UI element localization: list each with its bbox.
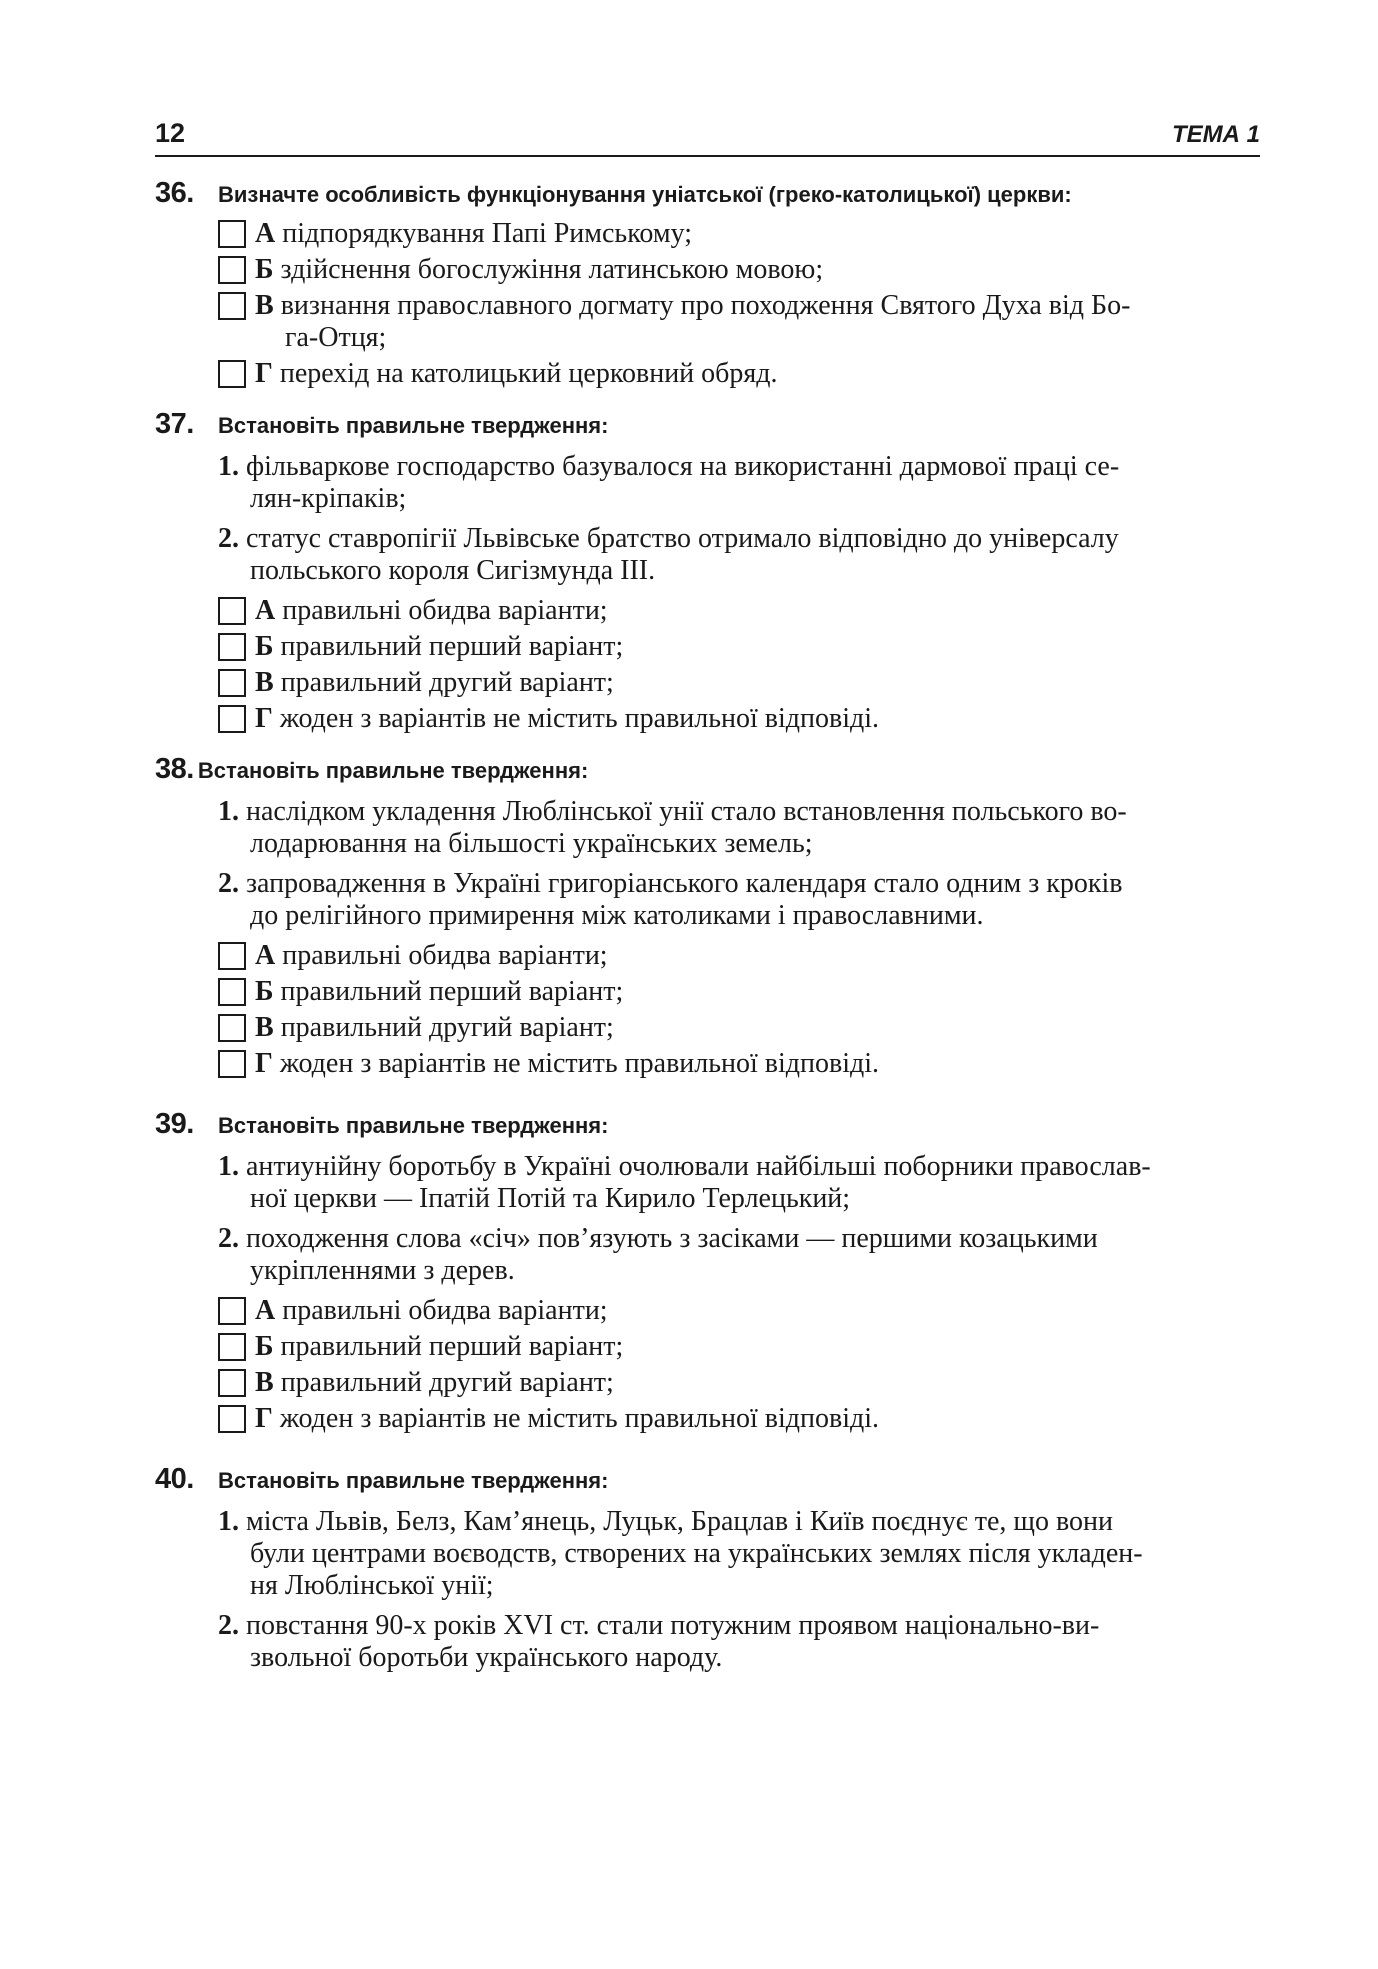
statement-2 [218, 1223, 1260, 1287]
question-39 [155, 1108, 1260, 1435]
option-d [218, 358, 1260, 390]
question-header [155, 1108, 1260, 1141]
statement-text-continued: лян-кріпаків; [250, 483, 407, 514]
statement-text-continued: ної церкви — Іпатій Потій та Кирило Терлецький; [250, 1183, 851, 1214]
option-c [218, 667, 1260, 699]
answer-checkbox[interactable] [218, 669, 246, 697]
question-number: 40. [155, 1463, 194, 1495]
statement-text: наслідком укладення Люблінської унії стало встановлення польського во- [246, 796, 1127, 827]
option-c [218, 290, 1260, 354]
answer-checkbox[interactable] [218, 978, 246, 1006]
question-number: 37. [155, 408, 194, 440]
option-letter: Б [255, 254, 274, 285]
option-c [218, 1367, 1260, 1399]
answer-checkbox[interactable] [218, 1369, 246, 1397]
answer-checkbox[interactable] [218, 292, 246, 320]
option-letter: В [255, 1012, 274, 1043]
option-a [218, 1295, 1260, 1327]
page-number: 12 [155, 118, 186, 148]
option-letter: В [255, 1367, 274, 1398]
statement-text-continued: польського короля Сигізмунда III. [250, 555, 656, 586]
option-text: правильний перший варіант; [280, 631, 624, 662]
question-prompt: Встановіть правильне твердження: [218, 1113, 609, 1138]
option-text: перехід на католицький церковний обряд. [279, 358, 778, 389]
statement-number: 1. [218, 451, 239, 482]
statement-number: 1. [218, 1151, 239, 1182]
answer-checkbox[interactable] [218, 633, 246, 661]
option-text-continued: га-Отця; [285, 322, 387, 353]
option-b [218, 254, 1260, 286]
statement-number: 2. [218, 1223, 239, 1254]
statement-number: 1. [218, 796, 239, 827]
statement-1 [218, 451, 1260, 515]
answer-checkbox[interactable] [218, 1333, 246, 1361]
answer-checkbox[interactable] [218, 1297, 246, 1325]
statement-1 [218, 1506, 1260, 1602]
answer-checkbox[interactable] [218, 705, 246, 733]
option-b [218, 1331, 1260, 1363]
option-d [218, 1403, 1260, 1435]
question-number: 36. [155, 177, 194, 209]
page-header [155, 118, 1260, 157]
statement-2 [218, 1610, 1260, 1674]
option-a [218, 595, 1260, 627]
statement-text-continued: ня Люблінської унії; [250, 1570, 494, 1601]
option-c [218, 1012, 1260, 1044]
statement-text-continued: до релігійного примирення між католиками і православними. [250, 900, 984, 931]
question-prompt: Встановіть правильне твердження: [197, 758, 589, 783]
option-letter: Б [255, 1331, 274, 1362]
statement-number: 1. [218, 1506, 239, 1537]
question-header [155, 1463, 1260, 1496]
statement-1 [218, 796, 1260, 860]
topic-title: ТЕМА 1 [1171, 121, 1260, 148]
question-prompt: Встановіть правильне твердження: [218, 1468, 609, 1493]
statement-1 [218, 1151, 1260, 1215]
option-letter: Г [255, 703, 273, 734]
question-prompt: Визначте особливість функціонування уніатської (греко-католицької) церкви: [218, 182, 1072, 207]
option-text: підпорядкування Папі Римському; [282, 218, 692, 249]
statement-2 [218, 868, 1260, 932]
statement-number: 2. [218, 868, 239, 899]
answer-checkbox[interactable] [218, 256, 246, 284]
statement-text: антиунійну боротьбу в Україні очолювали найбільші поборники православ- [246, 1151, 1151, 1182]
question-header [155, 177, 1260, 210]
option-letter: А [255, 940, 276, 971]
option-d [218, 703, 1260, 735]
option-letter: Г [255, 358, 273, 389]
option-b [218, 976, 1260, 1008]
option-letter: Б [255, 631, 274, 662]
statement-text: повстання 90-х років XVI ст. стали потужним проявом національно-ви- [246, 1610, 1100, 1641]
option-b [218, 631, 1260, 663]
statement-text-continued: звольної боротьби українського народу. [250, 1642, 723, 1673]
statement-number: 2. [218, 523, 239, 554]
statement-text-continued: лодарювання на більшості українських земель; [250, 828, 813, 859]
answer-checkbox[interactable] [218, 942, 246, 970]
answer-checkbox[interactable] [218, 1014, 246, 1042]
option-a [218, 940, 1260, 972]
option-text: правильний другий варіант; [280, 1367, 614, 1398]
statement-2 [218, 523, 1260, 587]
answer-checkbox[interactable] [218, 360, 246, 388]
option-text: здійснення богослужіння латинською мовою; [280, 254, 824, 285]
question-prompt: Встановіть правильне твердження: [218, 413, 609, 438]
answer-checkbox[interactable] [218, 220, 246, 248]
option-text: правильний перший варіант; [280, 1331, 624, 1362]
page [155, 118, 1260, 1674]
option-text: правильний перший варіант; [280, 976, 624, 1007]
statement-text: запровадження в Україні григоріанського календаря стало одним з кроків [246, 868, 1123, 899]
statement-text-continued: були центрами воєводств, створених на українських землях після укладен- [250, 1538, 1143, 1569]
option-text: правильний другий варіант; [280, 1012, 614, 1043]
question-header [155, 753, 1260, 786]
option-text: жоден з варіантів не містить правильної відповіді. [279, 1403, 880, 1434]
answer-checkbox[interactable] [218, 1050, 246, 1078]
statement-text: статус ставропігії Львівське братство отримало відповідно до універсалу [246, 523, 1119, 554]
answer-checkbox[interactable] [218, 1405, 246, 1433]
statement-text: фільваркове господарство базувалося на використанні дармової праці се- [246, 451, 1120, 482]
option-d [218, 1048, 1260, 1080]
option-letter: В [255, 290, 274, 321]
question-37 [155, 408, 1260, 735]
question-number: 38. [155, 753, 194, 785]
question-number: 39. [155, 1108, 194, 1140]
option-text: правильні обидва варіанти; [282, 595, 608, 626]
option-letter: А [255, 218, 276, 249]
question-header [155, 408, 1260, 441]
option-text: правильні обидва варіанти; [282, 1295, 608, 1326]
option-a [218, 218, 1260, 250]
option-text: правильні обидва варіанти; [282, 940, 608, 971]
question-40 [155, 1463, 1260, 1674]
option-text: жоден з варіантів не містить правильної відповіді. [279, 703, 880, 734]
option-text: правильний другий варіант; [280, 667, 614, 698]
statement-number: 2. [218, 1610, 239, 1641]
option-text: жоден з варіантів не містить правильної відповіді. [279, 1048, 880, 1079]
option-letter: В [255, 667, 274, 698]
option-letter: Г [255, 1048, 273, 1079]
option-letter: А [255, 595, 276, 626]
answer-checkbox[interactable] [218, 597, 246, 625]
question-38 [155, 753, 1260, 1080]
option-letter: Б [255, 976, 274, 1007]
statement-text: міста Львів, Белз, Кам’янець, Луцьк, Брацлав і Київ поєднує те, що вони [246, 1506, 1113, 1537]
statement-text: походження слова «січ» пов’язують з засіками — першими козацькими [246, 1223, 1098, 1254]
statement-text-continued: укріпленнями з дерев. [250, 1255, 515, 1286]
option-letter: Г [255, 1403, 273, 1434]
option-letter: А [255, 1295, 276, 1326]
question-36 [155, 177, 1260, 390]
option-text: визнання православного догмату про походження Святого Духа від Бо- [280, 290, 1131, 321]
